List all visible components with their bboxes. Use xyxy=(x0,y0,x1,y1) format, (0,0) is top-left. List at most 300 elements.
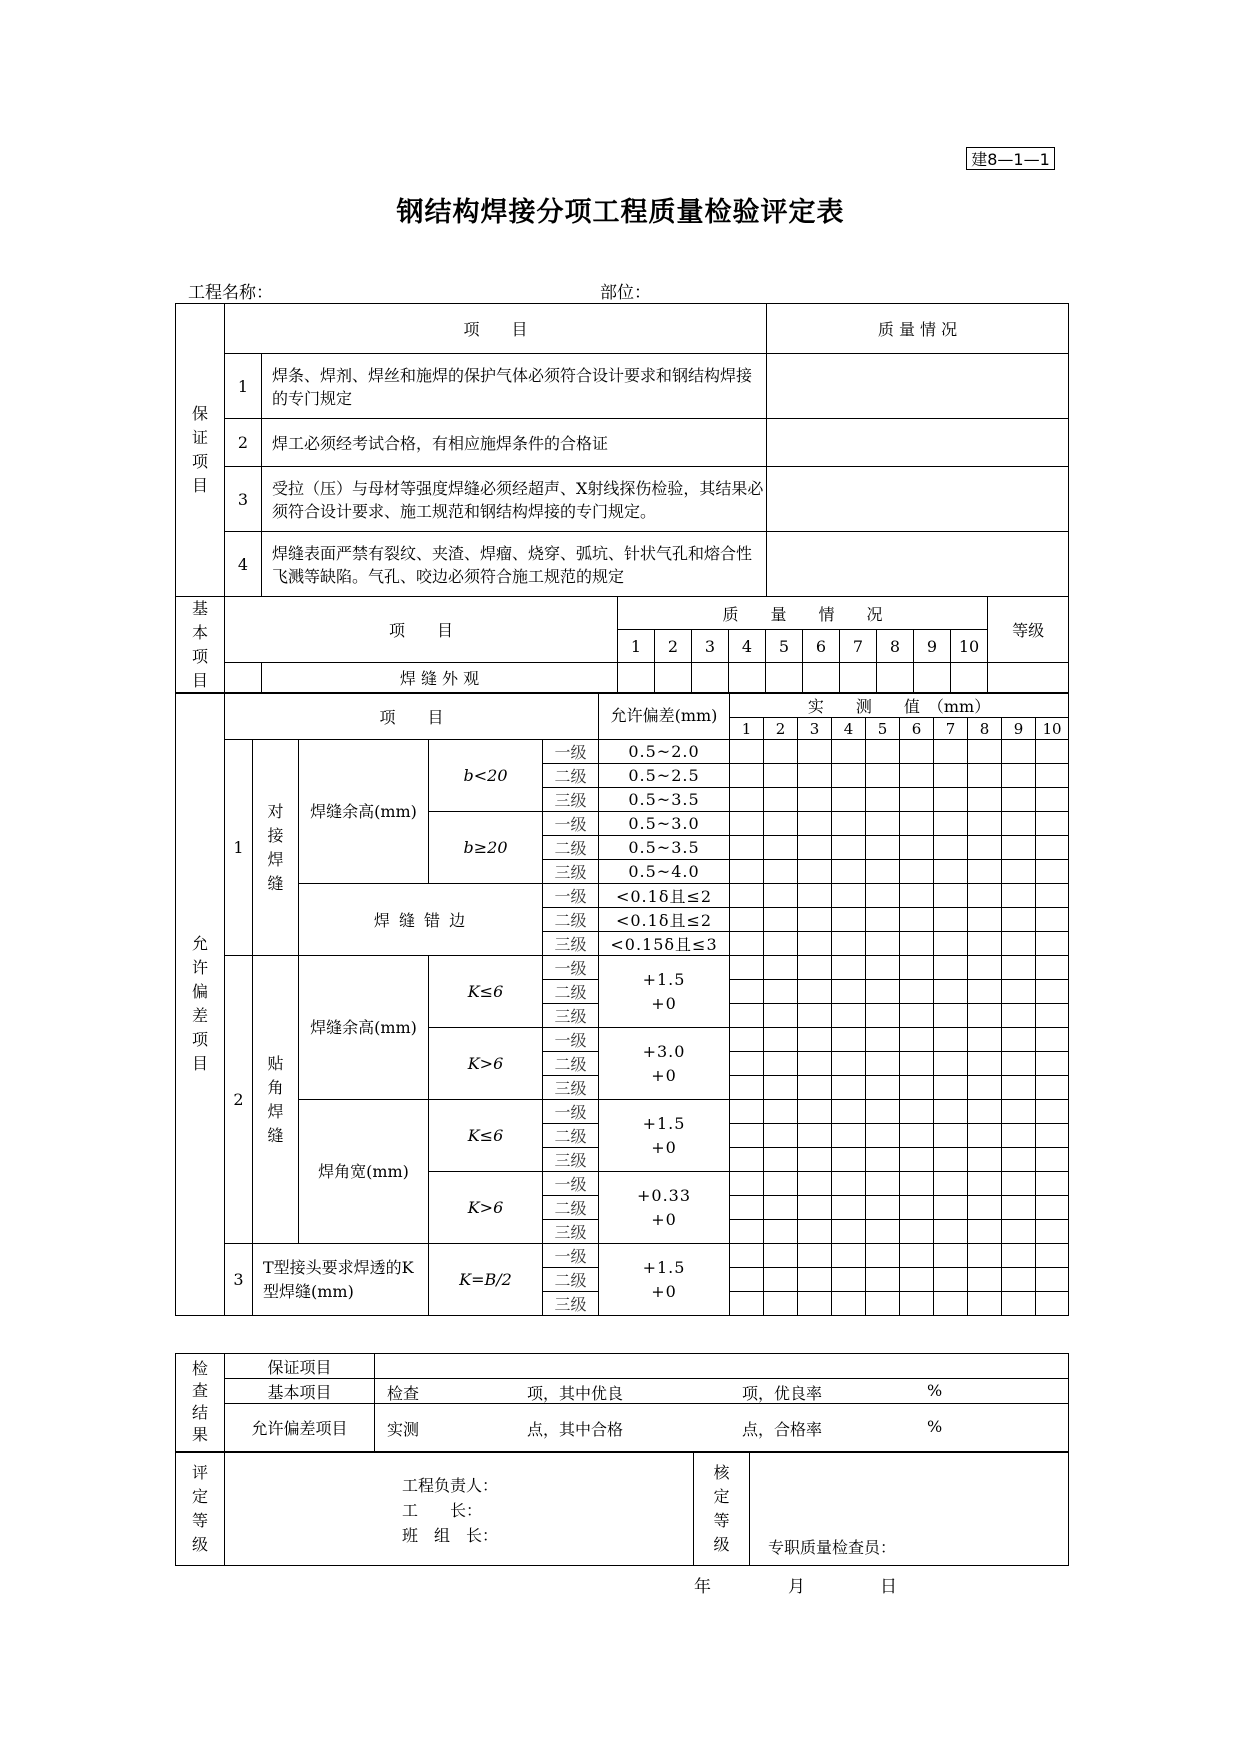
basic-col-number: 6 xyxy=(803,630,840,662)
condition-label: K≤6 xyxy=(429,956,543,1028)
measured-cell[interactable] xyxy=(900,1196,934,1220)
measured-cell[interactable] xyxy=(832,980,866,1004)
measured-cell[interactable] xyxy=(934,860,968,884)
measured-cell[interactable] xyxy=(764,932,798,956)
measured-cell[interactable] xyxy=(764,1220,798,1244)
measured-cell[interactable] xyxy=(730,932,764,956)
measured-cell[interactable] xyxy=(1036,1076,1069,1100)
measured-cell[interactable] xyxy=(934,884,968,908)
grade-label: 一级 xyxy=(543,740,599,764)
location-label: 部位： xyxy=(600,283,651,303)
measured-cell[interactable] xyxy=(934,764,968,788)
guarantee-quality-cell[interactable] xyxy=(767,354,1069,419)
basic-quality-cell[interactable] xyxy=(877,662,914,693)
measured-cell[interactable] xyxy=(1036,1268,1069,1292)
measured-cell[interactable] xyxy=(866,980,900,1004)
measured-cell[interactable] xyxy=(866,932,900,956)
deviation-col-number: 5 xyxy=(866,718,900,740)
measured-cell[interactable] xyxy=(1002,1052,1036,1076)
guarantee-section-label: 保证项目 xyxy=(176,304,225,597)
measured-cell[interactable] xyxy=(764,1292,798,1316)
measured-cell[interactable] xyxy=(1002,1196,1036,1220)
measured-cell[interactable] xyxy=(934,1148,968,1172)
measured-cell[interactable] xyxy=(900,1268,934,1292)
measured-cell[interactable] xyxy=(866,836,900,860)
measured-cell[interactable] xyxy=(832,908,866,932)
measured-cell[interactable] xyxy=(764,1268,798,1292)
measured-cell[interactable] xyxy=(900,812,934,836)
measured-cell[interactable] xyxy=(832,1268,866,1292)
measured-cell[interactable] xyxy=(968,980,1002,1004)
measured-cell[interactable] xyxy=(764,740,798,764)
deviation-col-number: 2 xyxy=(764,718,798,740)
basic-col-number: 1 xyxy=(618,630,655,662)
measured-cell[interactable] xyxy=(1036,860,1069,884)
measured-cell[interactable] xyxy=(798,764,832,788)
measured-cell[interactable] xyxy=(968,836,1002,860)
basic-quality-cell[interactable] xyxy=(729,662,766,693)
measured-cell[interactable] xyxy=(730,1172,764,1196)
measured-cell[interactable] xyxy=(866,884,900,908)
measured-cell[interactable] xyxy=(832,812,866,836)
measured-cell[interactable] xyxy=(1036,1196,1069,1220)
measured-cell[interactable] xyxy=(730,740,764,764)
measured-cell[interactable] xyxy=(832,884,866,908)
measured-cell[interactable] xyxy=(968,884,1002,908)
measured-cell[interactable] xyxy=(968,1028,1002,1052)
measured-cell[interactable] xyxy=(1002,1004,1036,1028)
measured-cell[interactable] xyxy=(798,1052,832,1076)
measured-cell[interactable] xyxy=(764,1004,798,1028)
tolerance-value: 0.5~2.0 xyxy=(599,740,730,764)
measured-cell[interactable] xyxy=(832,1148,866,1172)
measured-cell[interactable] xyxy=(730,1268,764,1292)
measured-cell[interactable] xyxy=(1036,1028,1069,1052)
measured-cell[interactable] xyxy=(764,980,798,1004)
measured-cell[interactable] xyxy=(866,1076,900,1100)
measured-cell[interactable] xyxy=(1002,1076,1036,1100)
measured-cell[interactable] xyxy=(900,1292,934,1316)
tolerance-value: 0.5~2.5 xyxy=(599,764,730,788)
measured-cell[interactable] xyxy=(730,764,764,788)
measured-cell[interactable] xyxy=(764,1052,798,1076)
measured-cell[interactable] xyxy=(934,1172,968,1196)
measured-cell[interactable] xyxy=(1036,1172,1069,1196)
measured-cell[interactable] xyxy=(1002,980,1036,1004)
measured-cell[interactable] xyxy=(968,788,1002,812)
measured-cell[interactable] xyxy=(900,1100,934,1124)
measured-cell[interactable] xyxy=(1002,956,1036,980)
form-code: 建8—1—1 xyxy=(966,147,1055,170)
measured-cell[interactable] xyxy=(832,764,866,788)
measured-cell[interactable] xyxy=(730,1100,764,1124)
measured-cell[interactable] xyxy=(934,836,968,860)
measured-cell[interactable] xyxy=(832,860,866,884)
measured-cell[interactable] xyxy=(866,1196,900,1220)
measured-cell[interactable] xyxy=(798,1268,832,1292)
grade-label: 一级 xyxy=(543,1100,599,1124)
measured-cell[interactable] xyxy=(730,1148,764,1172)
basic-quality-cell[interactable] xyxy=(951,662,988,693)
measured-cell[interactable] xyxy=(866,812,900,836)
measured-cell[interactable] xyxy=(968,860,1002,884)
grade-label: 二级 xyxy=(543,1268,599,1292)
measured-cell[interactable] xyxy=(866,908,900,932)
measured-cell[interactable] xyxy=(1036,740,1069,764)
measured-cell[interactable] xyxy=(968,740,1002,764)
measured-cell[interactable] xyxy=(764,1148,798,1172)
measured-cell[interactable] xyxy=(866,1292,900,1316)
measured-cell[interactable] xyxy=(1036,956,1069,980)
measured-cell[interactable] xyxy=(968,1244,1002,1268)
measured-cell[interactable] xyxy=(866,860,900,884)
measured-cell[interactable] xyxy=(798,788,832,812)
measured-cell[interactable] xyxy=(934,1028,968,1052)
measured-cell[interactable] xyxy=(934,932,968,956)
measured-cell[interactable] xyxy=(1036,812,1069,836)
measured-cell[interactable] xyxy=(934,740,968,764)
measured-cell[interactable] xyxy=(798,908,832,932)
measured-cell[interactable] xyxy=(1002,836,1036,860)
measured-cell[interactable] xyxy=(900,860,934,884)
measured-cell[interactable] xyxy=(798,1220,832,1244)
measured-cell[interactable] xyxy=(832,932,866,956)
measured-cell[interactable] xyxy=(866,1124,900,1148)
deviation-col-number: 10 xyxy=(1036,718,1069,740)
measured-cell[interactable] xyxy=(764,956,798,980)
measured-cell[interactable] xyxy=(1036,1100,1069,1124)
measured-cell[interactable] xyxy=(900,1028,934,1052)
measured-cell[interactable] xyxy=(1002,860,1036,884)
measured-cell[interactable] xyxy=(764,788,798,812)
measured-cell[interactable] xyxy=(798,1076,832,1100)
deviation-col-number: 9 xyxy=(1002,718,1036,740)
date-day: 日 xyxy=(880,1577,897,1597)
guarantee-quality-cell[interactable] xyxy=(767,532,1069,597)
measured-cell[interactable] xyxy=(1002,1100,1036,1124)
measured-cell[interactable] xyxy=(968,1052,1002,1076)
measured-cell[interactable] xyxy=(1036,764,1069,788)
basic-quality-cell[interactable] xyxy=(840,662,877,693)
measured-cell[interactable] xyxy=(1036,1244,1069,1268)
measured-cell[interactable] xyxy=(934,1004,968,1028)
measured-cell[interactable] xyxy=(1036,1052,1069,1076)
measured-cell[interactable] xyxy=(866,1004,900,1028)
measured-cell[interactable] xyxy=(764,884,798,908)
measured-cell[interactable] xyxy=(832,1004,866,1028)
measured-cell[interactable] xyxy=(798,956,832,980)
measured-cell[interactable] xyxy=(866,764,900,788)
measured-cell[interactable] xyxy=(968,1100,1002,1124)
measured-cell[interactable] xyxy=(900,980,934,1004)
measured-cell[interactable] xyxy=(1036,1292,1069,1316)
measured-cell[interactable] xyxy=(968,1268,1002,1292)
measured-cell[interactable] xyxy=(1036,884,1069,908)
measured-cell[interactable] xyxy=(968,1172,1002,1196)
measured-cell[interactable] xyxy=(798,1004,832,1028)
measured-cell[interactable] xyxy=(764,1028,798,1052)
measured-cell[interactable] xyxy=(1002,1268,1036,1292)
basic-col-item: 项 目 xyxy=(225,597,618,663)
measured-cell[interactable] xyxy=(900,1172,934,1196)
measured-cell[interactable] xyxy=(866,1028,900,1052)
grade-label: 三级 xyxy=(543,788,599,812)
measured-cell[interactable] xyxy=(1036,1004,1069,1028)
measured-cell[interactable] xyxy=(866,1268,900,1292)
verify-grade-label: 核定等级 xyxy=(694,1453,750,1566)
measured-cell[interactable] xyxy=(1002,932,1036,956)
grade-label: 二级 xyxy=(543,1196,599,1220)
measured-cell[interactable] xyxy=(730,1004,764,1028)
guarantee-quality-cell[interactable] xyxy=(767,419,1069,467)
measured-cell[interactable] xyxy=(1002,1148,1036,1172)
measured-cell[interactable] xyxy=(900,932,934,956)
measured-cell[interactable] xyxy=(1036,932,1069,956)
measured-cell[interactable] xyxy=(934,1076,968,1100)
measured-cell[interactable] xyxy=(730,956,764,980)
measured-cell[interactable] xyxy=(968,812,1002,836)
measured-cell[interactable] xyxy=(1036,980,1069,1004)
measured-cell[interactable] xyxy=(832,1100,866,1124)
guarantee-item-text: 焊条、焊剂、焊丝和施焊的保护气体必须符合设计要求和钢结构焊接的专门规定 xyxy=(262,354,767,419)
measured-cell[interactable] xyxy=(1002,1124,1036,1148)
measured-cell[interactable] xyxy=(764,908,798,932)
measured-cell[interactable] xyxy=(798,1196,832,1220)
evaluation-signatures[interactable] xyxy=(225,1453,694,1566)
measured-cell[interactable] xyxy=(900,1244,934,1268)
measured-cell[interactable] xyxy=(764,1124,798,1148)
measured-cell[interactable] xyxy=(1036,788,1069,812)
measured-cell[interactable] xyxy=(1002,764,1036,788)
measured-cell[interactable] xyxy=(764,812,798,836)
measured-cell[interactable] xyxy=(900,1124,934,1148)
measured-cell[interactable] xyxy=(764,1196,798,1220)
results-section-label: 检查结果 xyxy=(176,1354,225,1452)
measured-cell[interactable] xyxy=(968,1004,1002,1028)
measured-cell[interactable] xyxy=(934,1100,968,1124)
measured-cell[interactable] xyxy=(764,764,798,788)
foreman-label: 工 长： xyxy=(402,1501,483,1520)
measured-cell[interactable] xyxy=(798,884,832,908)
measured-cell[interactable] xyxy=(730,980,764,1004)
measured-cell[interactable] xyxy=(764,836,798,860)
measured-cell[interactable] xyxy=(1036,1220,1069,1244)
measured-cell[interactable] xyxy=(832,836,866,860)
measured-cell[interactable] xyxy=(730,812,764,836)
measured-cell[interactable] xyxy=(968,1220,1002,1244)
measured-cell[interactable] xyxy=(832,1172,866,1196)
group-no: 1 xyxy=(225,740,253,956)
measured-cell[interactable] xyxy=(1002,788,1036,812)
measured-cell[interactable] xyxy=(968,1196,1002,1220)
measured-cell[interactable] xyxy=(730,1292,764,1316)
measured-cell[interactable] xyxy=(764,1100,798,1124)
deviation-section-label: 允许偏差项目 xyxy=(176,693,225,1316)
measured-cell[interactable] xyxy=(730,1220,764,1244)
measured-cell[interactable] xyxy=(1002,884,1036,908)
basic-grade-cell[interactable] xyxy=(988,662,1069,693)
tolerance-value: 0.5~3.5 xyxy=(599,788,730,812)
condition-label: K=B/2 xyxy=(429,1244,543,1316)
measured-cell[interactable] xyxy=(730,1028,764,1052)
measured-cell[interactable] xyxy=(866,740,900,764)
measured-cell[interactable] xyxy=(798,1292,832,1316)
measured-cell[interactable] xyxy=(832,1244,866,1268)
measured-cell[interactable] xyxy=(900,1148,934,1172)
measured-cell[interactable] xyxy=(764,1172,798,1196)
basic-quality-cell[interactable] xyxy=(655,662,692,693)
measured-cell[interactable] xyxy=(866,1148,900,1172)
tolerance-value: +1.5 +0 xyxy=(599,956,730,1028)
measured-cell[interactable] xyxy=(832,1052,866,1076)
measured-cell[interactable] xyxy=(1002,1028,1036,1052)
measured-cell[interactable] xyxy=(900,1052,934,1076)
results-basic-line[interactable] xyxy=(375,1379,1069,1404)
measured-cell[interactable] xyxy=(866,1220,900,1244)
measured-cell[interactable] xyxy=(832,1196,866,1220)
measured-cell[interactable] xyxy=(934,1124,968,1148)
measured-cell[interactable] xyxy=(730,908,764,932)
measured-cell[interactable] xyxy=(900,1004,934,1028)
sub-name: 焊缝余高(mm) xyxy=(299,956,429,1100)
guarantee-quality-cell[interactable] xyxy=(767,467,1069,532)
basic-col-number: 7 xyxy=(840,630,877,662)
measured-cell[interactable] xyxy=(798,1028,832,1052)
measured-cell[interactable] xyxy=(1002,908,1036,932)
measured-cell[interactable] xyxy=(798,1100,832,1124)
measured-cell[interactable] xyxy=(798,1172,832,1196)
results-guarantee-value[interactable] xyxy=(375,1354,1069,1379)
measured-cell[interactable] xyxy=(900,764,934,788)
measured-cell[interactable] xyxy=(900,788,934,812)
measured-cell[interactable] xyxy=(934,908,968,932)
measured-cell[interactable] xyxy=(1036,1124,1069,1148)
measured-cell[interactable] xyxy=(798,860,832,884)
measured-cell[interactable] xyxy=(900,740,934,764)
measured-cell[interactable] xyxy=(832,1220,866,1244)
measured-cell[interactable] xyxy=(730,836,764,860)
date-month: 月 xyxy=(788,1577,805,1597)
measured-cell[interactable] xyxy=(798,932,832,956)
measured-cell[interactable] xyxy=(934,980,968,1004)
measured-cell[interactable] xyxy=(798,1124,832,1148)
measured-cell[interactable] xyxy=(968,1076,1002,1100)
measured-cell[interactable] xyxy=(832,1028,866,1052)
measured-cell[interactable] xyxy=(1036,836,1069,860)
basic-quality-cell[interactable] xyxy=(692,662,729,693)
measured-cell[interactable] xyxy=(866,956,900,980)
measured-cell[interactable] xyxy=(730,1244,764,1268)
measured-cell[interactable] xyxy=(730,1124,764,1148)
measured-cell[interactable] xyxy=(832,740,866,764)
measured-cell[interactable] xyxy=(798,740,832,764)
measured-cell[interactable] xyxy=(968,956,1002,980)
measured-cell[interactable] xyxy=(730,788,764,812)
guarantee-item-no: 3 xyxy=(225,467,262,532)
measured-cell[interactable] xyxy=(1002,1292,1036,1316)
measured-cell[interactable] xyxy=(900,884,934,908)
measured-cell[interactable] xyxy=(934,1244,968,1268)
measured-cell[interactable] xyxy=(832,1124,866,1148)
measured-cell[interactable] xyxy=(1002,1172,1036,1196)
basic-quality-cell[interactable] xyxy=(766,662,803,693)
measured-cell[interactable] xyxy=(866,1244,900,1268)
measured-cell[interactable] xyxy=(866,788,900,812)
measured-cell[interactable] xyxy=(764,1244,798,1268)
deviation-col-number: 3 xyxy=(798,718,832,740)
measured-cell[interactable] xyxy=(832,1076,866,1100)
measured-cell[interactable] xyxy=(832,1292,866,1316)
basic-quality-cell[interactable] xyxy=(618,662,655,693)
measured-cell[interactable] xyxy=(1002,1220,1036,1244)
measured-cell[interactable] xyxy=(934,1052,968,1076)
basic-table xyxy=(175,596,1069,694)
measured-cell[interactable] xyxy=(968,1148,1002,1172)
measured-cell[interactable] xyxy=(730,1196,764,1220)
measured-cell[interactable] xyxy=(798,836,832,860)
measured-cell[interactable] xyxy=(1002,740,1036,764)
measured-cell[interactable] xyxy=(730,860,764,884)
results-dev-line[interactable] xyxy=(375,1404,1069,1452)
measured-cell[interactable] xyxy=(900,908,934,932)
measured-cell[interactable] xyxy=(730,1052,764,1076)
measured-cell[interactable] xyxy=(798,980,832,1004)
measured-cell[interactable] xyxy=(1002,812,1036,836)
measured-cell[interactable] xyxy=(900,1220,934,1244)
grade-label: 三级 xyxy=(543,1220,599,1244)
grade-label: 一级 xyxy=(543,1172,599,1196)
measured-cell[interactable] xyxy=(1036,908,1069,932)
measured-cell[interactable] xyxy=(934,1268,968,1292)
measured-cell[interactable] xyxy=(832,956,866,980)
measured-cell[interactable] xyxy=(934,812,968,836)
measured-cell[interactable] xyxy=(730,884,764,908)
measured-cell[interactable] xyxy=(866,1052,900,1076)
measured-cell[interactable] xyxy=(798,1148,832,1172)
measured-cell[interactable] xyxy=(900,836,934,860)
measured-cell[interactable] xyxy=(900,1076,934,1100)
measured-cell[interactable] xyxy=(866,1172,900,1196)
basic-col-number: 8 xyxy=(877,630,914,662)
measured-cell[interactable] xyxy=(968,1124,1002,1148)
guarantee-table xyxy=(175,303,1069,597)
inspector-cell[interactable] xyxy=(750,1453,1069,1566)
measured-cell[interactable] xyxy=(968,1292,1002,1316)
measured-cell[interactable] xyxy=(968,908,1002,932)
measured-cell[interactable] xyxy=(968,764,1002,788)
measured-cell[interactable] xyxy=(934,1220,968,1244)
basic-quality-cell[interactable] xyxy=(914,662,951,693)
measured-cell[interactable] xyxy=(968,932,1002,956)
measured-cell[interactable] xyxy=(764,860,798,884)
measured-cell[interactable] xyxy=(764,1076,798,1100)
basic-col-grade: 等级 xyxy=(988,597,1069,663)
measured-cell[interactable] xyxy=(798,1244,832,1268)
measured-cell[interactable] xyxy=(900,956,934,980)
measured-cell[interactable] xyxy=(730,1076,764,1100)
measured-cell[interactable] xyxy=(1036,1148,1069,1172)
measured-cell[interactable] xyxy=(934,956,968,980)
guarantee-item-no: 2 xyxy=(225,419,262,467)
measured-cell[interactable] xyxy=(934,1292,968,1316)
measured-cell[interactable] xyxy=(866,1100,900,1124)
measured-cell[interactable] xyxy=(832,788,866,812)
measured-cell[interactable] xyxy=(934,1196,968,1220)
measured-cell[interactable] xyxy=(934,788,968,812)
basic-quality-cell[interactable] xyxy=(803,662,840,693)
measured-cell[interactable] xyxy=(1002,1244,1036,1268)
measured-cell[interactable] xyxy=(798,812,832,836)
